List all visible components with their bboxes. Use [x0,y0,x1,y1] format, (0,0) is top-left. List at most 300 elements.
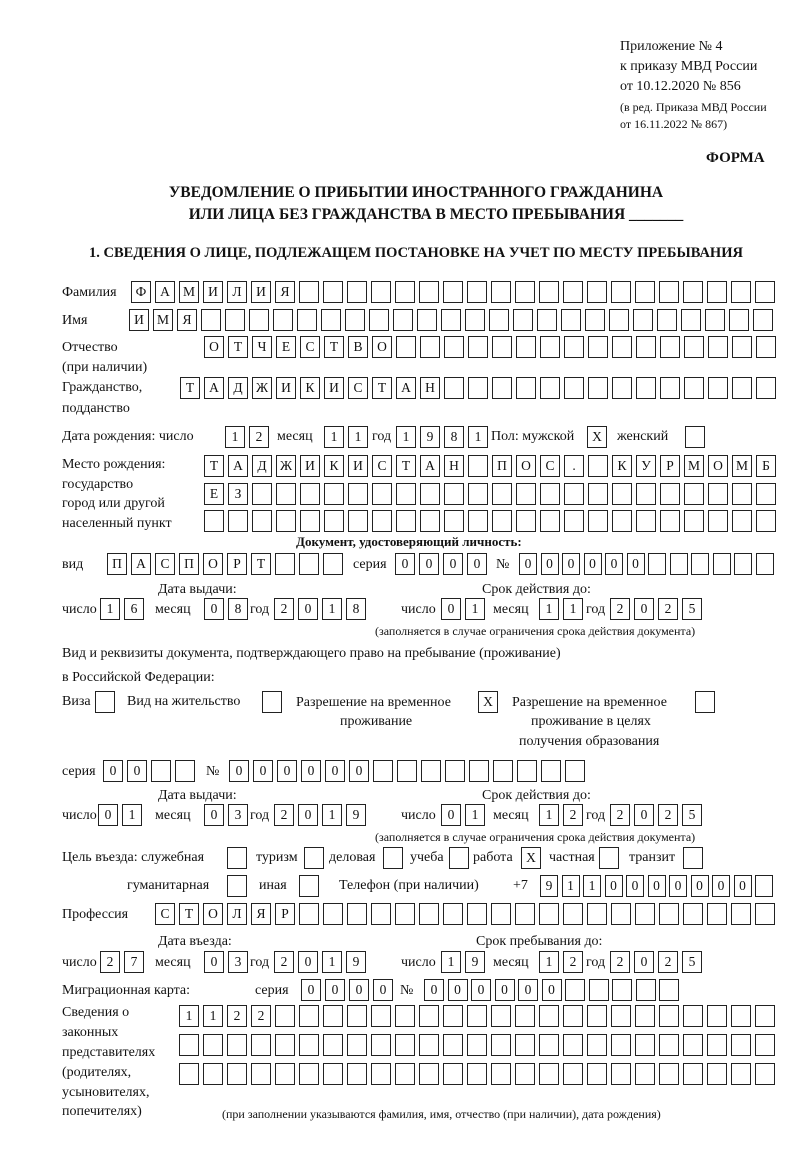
char-box[interactable]: 2 [274,804,294,826]
char-box[interactable] [564,377,584,399]
char-box[interactable]: Н [420,377,440,399]
char-box[interactable]: 0 [298,951,318,973]
char-box[interactable]: О [203,903,223,925]
char-box[interactable]: 0 [204,598,224,620]
char-box[interactable] [225,309,245,331]
char-box[interactable] [636,483,656,505]
mc-number-field[interactable] [424,979,679,1001]
char-box[interactable] [179,1034,199,1056]
surname-field[interactable] [131,281,775,303]
char-box[interactable] [683,903,703,925]
char-box[interactable] [588,377,608,399]
char-box[interactable]: С [372,455,392,477]
char-box[interactable] [515,1063,535,1085]
char-box[interactable] [397,760,417,782]
char-box[interactable]: X [478,691,498,713]
char-box[interactable] [324,510,344,532]
char-box[interactable] [299,1034,319,1056]
char-box[interactable]: 8 [346,598,366,620]
char-box[interactable] [323,903,343,925]
char-box[interactable] [635,1063,655,1085]
char-box[interactable] [611,1005,631,1027]
char-box[interactable] [537,309,557,331]
char-box[interactable] [348,510,368,532]
char-box[interactable]: О [372,336,392,358]
char-box[interactable]: X [587,426,607,448]
char-box[interactable]: О [708,455,728,477]
char-box[interactable] [449,847,469,869]
char-box[interactable] [588,510,608,532]
char-box[interactable]: 0 [373,979,393,1001]
char-box[interactable] [683,281,703,303]
char-box[interactable] [275,1005,295,1027]
char-box[interactable]: 0 [229,760,249,782]
char-box[interactable] [612,483,632,505]
birth-month-field[interactable] [324,426,368,448]
char-box[interactable]: 1 [203,1005,223,1027]
char-box[interactable] [659,903,679,925]
char-box[interactable]: 0 [541,553,559,575]
char-box[interactable]: 1 [468,426,488,448]
reps-field[interactable] [179,1034,775,1056]
char-box[interactable] [585,309,605,331]
char-box[interactable] [95,691,115,713]
char-box[interactable] [729,309,749,331]
char-box[interactable] [491,1063,511,1085]
char-box[interactable]: 1 [539,804,559,826]
phone-field[interactable] [540,875,773,897]
char-box[interactable] [469,760,489,782]
char-box[interactable]: 0 [98,804,118,826]
char-box[interactable] [708,336,728,358]
char-box[interactable] [417,309,437,331]
char-box[interactable] [467,903,487,925]
char-box[interactable]: Л [227,281,247,303]
char-box[interactable] [732,483,752,505]
char-box[interactable] [421,760,441,782]
char-box[interactable]: 3 [228,951,248,973]
char-box[interactable] [734,553,752,575]
char-box[interactable] [273,309,293,331]
birth-year-field[interactable] [396,426,488,448]
char-box[interactable]: С [540,455,560,477]
char-box[interactable] [467,1034,487,1056]
char-box[interactable] [683,1034,703,1056]
char-box[interactable]: 0 [562,553,580,575]
char-box[interactable]: 2 [251,1005,271,1027]
char-box[interactable]: Ж [252,377,272,399]
char-box[interactable] [419,1034,439,1056]
char-box[interactable]: Я [251,903,271,925]
char-box[interactable] [489,309,509,331]
char-box[interactable] [321,309,341,331]
char-box[interactable]: К [300,377,320,399]
char-box[interactable]: 0 [448,979,468,1001]
char-box[interactable]: 1 [179,1005,199,1027]
char-box[interactable] [563,1005,583,1027]
char-box[interactable] [151,760,171,782]
char-box[interactable] [588,483,608,505]
char-box[interactable]: 5 [682,598,702,620]
char-box[interactable] [371,1034,391,1056]
char-box[interactable] [681,309,701,331]
char-box[interactable] [227,1063,247,1085]
char-box[interactable]: Т [324,336,344,358]
char-box[interactable] [467,281,487,303]
char-box[interactable]: 1 [322,951,342,973]
char-box[interactable]: И [348,455,368,477]
id-issue-month-field[interactable] [204,598,248,620]
char-box[interactable] [419,1063,439,1085]
char-box[interactable]: Я [275,281,295,303]
char-box[interactable]: 0 [298,598,318,620]
purpose-study-checkbox[interactable] [449,847,469,869]
entry-year-field[interactable] [274,951,366,973]
char-box[interactable] [588,455,608,477]
char-box[interactable] [492,377,512,399]
purpose-humanitarian-checkbox[interactable] [227,875,247,897]
char-box[interactable] [373,760,393,782]
mc-series-field[interactable] [301,979,393,1001]
char-box[interactable]: 2 [610,951,630,973]
char-box[interactable] [683,847,703,869]
char-box[interactable] [731,1034,751,1056]
char-box[interactable] [660,510,680,532]
char-box[interactable]: 0 [325,760,345,782]
char-box[interactable] [445,760,465,782]
char-box[interactable] [564,483,584,505]
char-box[interactable]: А [204,377,224,399]
char-box[interactable] [635,1005,655,1027]
birthplace-field[interactable] [204,455,776,477]
char-box[interactable] [299,875,319,897]
char-box[interactable]: 0 [634,804,654,826]
char-box[interactable] [251,1034,271,1056]
char-box[interactable]: А [420,455,440,477]
char-box[interactable] [300,483,320,505]
char-box[interactable]: Т [251,553,271,575]
char-box[interactable] [685,426,705,448]
char-box[interactable] [657,309,677,331]
rd-valid-month-field[interactable] [539,804,583,826]
char-box[interactable] [587,1034,607,1056]
char-box[interactable] [633,309,653,331]
char-box[interactable]: С [348,377,368,399]
char-box[interactable]: И [300,455,320,477]
char-box[interactable]: П [179,553,199,575]
stay-month-field[interactable] [539,951,583,973]
char-box[interactable] [732,510,752,532]
char-box[interactable] [683,1005,703,1027]
char-box[interactable]: 0 [627,553,645,575]
char-box[interactable]: Д [252,455,272,477]
purpose-other-checkbox[interactable] [299,875,319,897]
purpose-tourism-checkbox[interactable] [304,847,324,869]
char-box[interactable]: 9 [540,875,558,897]
char-box[interactable] [323,1005,343,1027]
char-box[interactable]: 2 [274,598,294,620]
birthplace-field[interactable] [204,483,776,505]
char-box[interactable] [612,510,632,532]
char-box[interactable]: 0 [325,979,345,1001]
rd-series-field[interactable] [103,760,195,782]
char-box[interactable] [252,483,272,505]
char-box[interactable] [444,483,464,505]
entry-day-field[interactable] [100,951,144,973]
char-box[interactable] [467,1005,487,1027]
char-box[interactable] [297,309,317,331]
char-box[interactable] [371,281,391,303]
char-box[interactable] [588,336,608,358]
char-box[interactable]: З [228,483,248,505]
char-box[interactable]: Е [204,483,224,505]
char-box[interactable] [540,336,560,358]
char-box[interactable]: Р [275,903,295,925]
char-box[interactable] [227,875,247,897]
char-box[interactable] [204,510,224,532]
char-box[interactable] [587,903,607,925]
id-series-field[interactable] [395,553,487,575]
char-box[interactable] [443,903,463,925]
name-field[interactable] [129,309,773,331]
char-box[interactable]: 0 [441,804,461,826]
char-box[interactable]: 7 [124,951,144,973]
char-box[interactable] [611,1063,631,1085]
birthplace-field[interactable] [204,510,776,532]
char-box[interactable]: Б [756,455,776,477]
char-box[interactable]: С [155,903,175,925]
char-box[interactable] [371,903,391,925]
char-box[interactable] [708,377,728,399]
char-box[interactable] [660,336,680,358]
char-box[interactable] [383,847,403,869]
char-box[interactable] [276,510,296,532]
char-box[interactable]: А [131,553,151,575]
char-box[interactable] [587,1063,607,1085]
char-box[interactable]: 0 [443,553,463,575]
char-box[interactable] [515,1005,535,1027]
char-box[interactable] [468,377,488,399]
char-box[interactable] [561,309,581,331]
char-box[interactable]: Т [372,377,392,399]
rd-valid-year-field[interactable] [610,804,702,826]
char-box[interactable] [513,309,533,331]
char-box[interactable]: К [612,455,632,477]
char-box[interactable]: А [228,455,248,477]
char-box[interactable]: 3 [228,804,248,826]
char-box[interactable]: 8 [228,598,248,620]
char-box[interactable] [395,1063,415,1085]
char-box[interactable] [491,903,511,925]
char-box[interactable]: 0 [424,979,444,1001]
char-box[interactable] [275,1063,295,1085]
char-box[interactable]: 0 [395,553,415,575]
char-box[interactable] [756,510,776,532]
char-box[interactable]: К [324,455,344,477]
char-box[interactable] [201,309,221,331]
char-box[interactable]: 0 [349,760,369,782]
char-box[interactable]: . [564,455,584,477]
visa-checkbox[interactable] [95,691,115,713]
char-box[interactable]: 1 [322,598,342,620]
id-number-field[interactable] [519,553,774,575]
char-box[interactable] [227,847,247,869]
char-box[interactable] [611,1034,631,1056]
char-box[interactable]: 1 [583,875,601,897]
char-box[interactable]: 6 [124,598,144,620]
char-box[interactable]: И [251,281,271,303]
char-box[interactable] [732,336,752,358]
char-box[interactable]: 1 [225,426,245,448]
char-box[interactable]: В [348,336,368,358]
char-box[interactable]: М [179,281,199,303]
char-box[interactable]: 2 [227,1005,247,1027]
char-box[interactable] [262,691,282,713]
char-box[interactable] [660,377,680,399]
char-box[interactable] [419,903,439,925]
char-box[interactable] [539,281,559,303]
char-box[interactable]: 0 [441,598,461,620]
char-box[interactable]: 1 [563,598,583,620]
char-box[interactable]: 0 [471,979,491,1001]
char-box[interactable] [323,553,343,575]
char-box[interactable] [731,1063,751,1085]
char-box[interactable] [275,1034,295,1056]
purpose-business-checkbox[interactable] [383,847,403,869]
char-box[interactable] [540,377,560,399]
char-box[interactable] [444,510,464,532]
char-box[interactable]: 0 [634,598,654,620]
char-box[interactable]: 0 [467,553,487,575]
char-box[interactable]: 1 [465,804,485,826]
char-box[interactable] [564,336,584,358]
char-box[interactable] [707,903,727,925]
char-box[interactable] [468,336,488,358]
char-box[interactable] [347,1063,367,1085]
char-box[interactable] [659,281,679,303]
char-box[interactable]: Ч [252,336,272,358]
char-box[interactable]: 0 [691,875,709,897]
rd-issue-day-field[interactable] [98,804,142,826]
char-box[interactable]: 0 [605,553,623,575]
char-box[interactable] [443,1063,463,1085]
char-box[interactable] [249,309,269,331]
char-box[interactable] [564,510,584,532]
char-box[interactable] [515,281,535,303]
purpose-service-checkbox[interactable] [227,847,247,869]
char-box[interactable] [756,377,776,399]
char-box[interactable] [731,281,751,303]
char-box[interactable] [396,483,416,505]
char-box[interactable] [345,309,365,331]
char-box[interactable]: 0 [204,951,224,973]
char-box[interactable] [491,281,511,303]
char-box[interactable]: О [203,553,223,575]
rd-issue-month-field[interactable] [204,804,248,826]
id-valid-month-field[interactable] [539,598,583,620]
char-box[interactable] [491,1005,511,1027]
id-valid-day-field[interactable] [441,598,485,620]
char-box[interactable]: X [521,847,541,869]
char-box[interactable]: 1 [539,598,559,620]
sex-female-checkbox[interactable] [685,426,705,448]
char-box[interactable] [756,483,776,505]
char-box[interactable]: О [204,336,224,358]
entry-month-field[interactable] [204,951,248,973]
char-box[interactable] [203,1034,223,1056]
char-box[interactable]: Л [227,903,247,925]
purpose-work-checkbox[interactable] [521,847,541,869]
char-box[interactable]: 0 [542,979,562,1001]
id-issue-year-field[interactable] [274,598,366,620]
char-box[interactable] [635,903,655,925]
char-box[interactable] [659,979,679,1001]
char-box[interactable] [539,1005,559,1027]
char-box[interactable] [468,483,488,505]
char-box[interactable] [612,377,632,399]
char-box[interactable] [684,483,704,505]
char-box[interactable] [587,281,607,303]
char-box[interactable] [251,1063,271,1085]
char-box[interactable] [540,510,560,532]
char-box[interactable]: 0 [277,760,297,782]
id-valid-year-field[interactable] [610,598,702,620]
char-box[interactable]: 1 [100,598,120,620]
char-box[interactable]: О [516,455,536,477]
char-box[interactable]: М [732,455,752,477]
char-box[interactable] [648,553,666,575]
char-box[interactable] [444,336,464,358]
char-box[interactable] [516,336,536,358]
char-box[interactable]: 1 [322,804,342,826]
char-box[interactable] [695,691,715,713]
char-box[interactable]: 1 [562,875,580,897]
char-box[interactable]: 2 [658,804,678,826]
char-box[interactable] [705,309,725,331]
char-box[interactable] [179,1063,199,1085]
char-box[interactable] [659,1034,679,1056]
char-box[interactable] [443,1005,463,1027]
char-box[interactable] [635,281,655,303]
char-box[interactable]: 0 [301,979,321,1001]
char-box[interactable] [659,1063,679,1085]
char-box[interactable] [636,510,656,532]
char-box[interactable]: Т [228,336,248,358]
char-box[interactable] [539,903,559,925]
char-box[interactable]: 0 [519,553,537,575]
char-box[interactable]: 1 [539,951,559,973]
char-box[interactable]: 9 [420,426,440,448]
trp-edu-checkbox[interactable] [695,691,715,713]
citizenship-field[interactable] [180,377,776,399]
char-box[interactable] [539,1034,559,1056]
char-box[interactable] [175,760,195,782]
char-box[interactable]: Я [177,309,197,331]
char-box[interactable] [304,847,324,869]
char-box[interactable] [441,309,461,331]
char-box[interactable]: А [396,377,416,399]
char-box[interactable]: И [129,309,149,331]
char-box[interactable] [372,510,392,532]
char-box[interactable] [516,510,536,532]
char-box[interactable]: Т [396,455,416,477]
char-box[interactable] [299,1063,319,1085]
char-box[interactable] [419,1005,439,1027]
char-box[interactable]: 5 [682,951,702,973]
char-box[interactable]: 0 [349,979,369,1001]
patronymic-field[interactable] [204,336,776,358]
rd-number-field[interactable] [229,760,585,782]
